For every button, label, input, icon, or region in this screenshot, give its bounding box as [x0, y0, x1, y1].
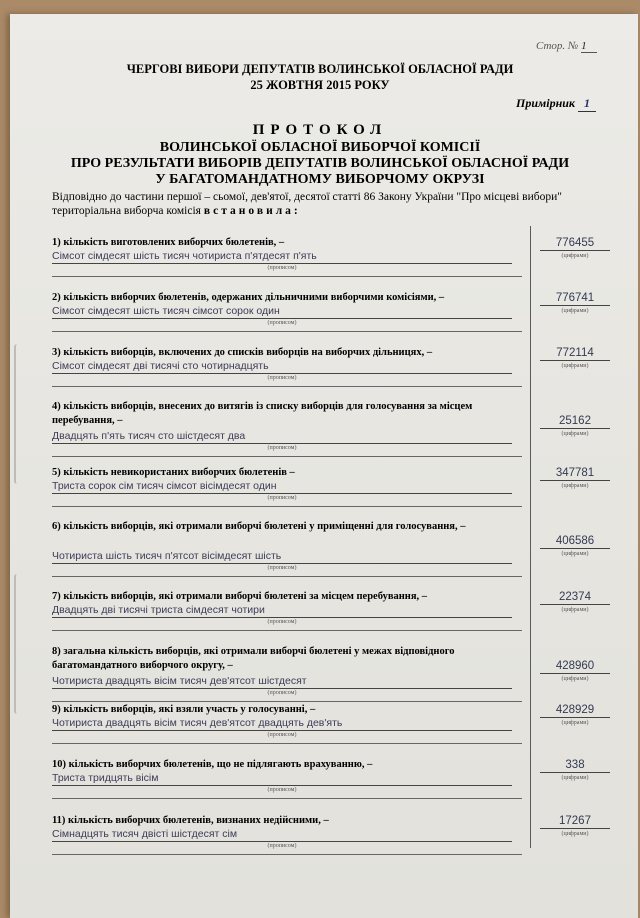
row-words-note: (прописом) [267, 690, 297, 696]
row-value-note: (цифрами) [561, 308, 589, 314]
row-label: 9) кількість виборців, які взяли участь у голосуванні, – [52, 704, 316, 715]
row-separator [52, 456, 522, 457]
row-separator [52, 701, 522, 702]
row-value: 772114 [540, 346, 610, 361]
value-column-divider [530, 226, 531, 848]
row-value: 406586 [540, 534, 610, 549]
row-words-note: (прописом) [267, 565, 297, 571]
row-words-note: (прописом) [267, 732, 297, 738]
row-separator [52, 331, 522, 332]
row-words: Триста тридцять вісім [52, 772, 512, 786]
document-title: ПРОТОКОЛ [252, 122, 388, 138]
row-words: Сімсот сімдесят дві тисячі сто чотирнадцять [52, 360, 512, 374]
copy-number-value: 1 [578, 96, 596, 112]
copy-number-label: Примірник [516, 96, 575, 110]
page-number-label: Стор. № [536, 40, 579, 52]
row-words-note: (прописом) [267, 320, 297, 326]
row-words: Чотириста двадцять вісім тисяч дев'ятсот двадцять дев'ять [52, 717, 512, 731]
row-separator [52, 276, 522, 277]
commission-name: ВОЛИНСЬКОЇ ОБЛАСНОЇ ВИБОРЧОЇ КОМІСІЇ [159, 140, 481, 155]
row-value: 428960 [540, 659, 610, 674]
election-date: 25 ЖОВТНЯ 2015 РОКУ [250, 78, 390, 92]
binding-hole-mark [14, 344, 22, 484]
row-value: 347781 [540, 466, 610, 481]
row-value-note: (цифрами) [561, 431, 589, 437]
row-separator [52, 743, 522, 744]
row-label: 6) кількість виборців, які отримали виборчі бюлетені у приміщенні для голосування, – [52, 521, 466, 532]
row-label: 4) кількість виборців, внесених до витягів із списку виборців для голосування за місцем перебування, – [52, 401, 473, 426]
page-number-value: 1 [581, 40, 597, 53]
row-value-note: (цифрами) [561, 363, 589, 369]
row-separator [52, 854, 522, 855]
row-words-note: (прописом) [267, 787, 297, 793]
row-value-note: (цифрами) [561, 720, 589, 726]
row-words-note: (прописом) [267, 843, 297, 849]
row-label: 7) кількість виборців, які отримали виборчі бюлетені за місцем перебування, – [52, 591, 428, 602]
row-value-note: (цифрами) [561, 483, 589, 489]
row-words: Двадцять дві тисячі триста сімдесят чотири [52, 604, 512, 618]
row-value-note: (цифрами) [561, 607, 589, 613]
row-value-note: (цифрами) [561, 253, 589, 259]
district-type: У БАГАТОМАНДАТНОМУ ВИБОРЧОМУ ОКРУЗІ [155, 172, 485, 187]
election-title: ЧЕРГОВІ ВИБОРИ ДЕПУТАТІВ ВОЛИНСЬКОЇ ОБЛАСНОЇ РАДИ [126, 62, 514, 76]
row-words: Сімсот сімдесят шість тисяч чотириста п'ятдесят п'ять [52, 250, 512, 264]
row-value: 22374 [540, 590, 610, 605]
row-value: 338 [540, 758, 610, 773]
row-words: Триста сорок сім тисяч сімсот вісімдесят один [52, 480, 512, 494]
row-separator [52, 506, 522, 507]
row-value-note: (цифрами) [561, 831, 589, 837]
row-value: 17267 [540, 814, 610, 829]
copy-number [516, 96, 596, 112]
row-separator [52, 798, 522, 799]
row-words: Чотириста двадцять вісім тисяч дев'ятсот шістдесят [52, 675, 512, 689]
row-value-note: (цифрами) [561, 775, 589, 781]
row-words: Сімсот сімдесят шість тисяч сімсот сорок один [52, 305, 512, 319]
intro-decision-word: встановила: [203, 205, 301, 217]
row-value: 25162 [540, 414, 610, 429]
row-separator [52, 576, 522, 577]
row-words-note: (прописом) [267, 265, 297, 271]
intro-paragraph [52, 190, 572, 218]
row-words-note: (прописом) [267, 495, 297, 501]
protocol-subject: ПРО РЕЗУЛЬТАТИ ВИБОРІВ ДЕПУТАТІВ ВОЛИНСЬКОЇ ОБЛАСНОЇ РАДИ [70, 156, 570, 171]
intro-text: Відповідно до частини першої – сьомої, дев'ятої, десятої статті 86 Закону України "Про місцеві вибори" територіальна виборча комісія [52, 191, 562, 217]
binding-hole-mark [14, 574, 22, 714]
row-value: 776455 [540, 236, 610, 251]
row-words: Сімнадцять тисяч двісті шістдесят сім [52, 828, 512, 842]
row-value-note: (цифрами) [561, 676, 589, 682]
row-label: 10) кількість виборчих бюлетенів, що не підлягають врахуванню, – [52, 759, 373, 770]
row-label: 1) кількість виготовлених виборчих бюлетенів, – [52, 237, 285, 248]
row-words-note: (прописом) [267, 619, 297, 625]
row-label: 11) кількість виборчих бюлетенів, визнаних недійсними, – [52, 815, 329, 826]
row-label: 5) кількість невикористаних виборчих бюлетенів – [52, 467, 295, 478]
row-value: 776741 [540, 291, 610, 306]
row-words-note: (прописом) [267, 375, 297, 381]
row-label: 3) кількість виборців, включених до списків виборців на виборчих дільницях, – [52, 347, 433, 358]
row-label: 8) загальна кількість виборців, які отримали виборчі бюлетені у межах відповідного багатомандатного виборчого округу, – [52, 646, 455, 671]
row-separator [52, 386, 522, 387]
row-words: Двадцять п'ять тисяч сто шістдесят два [52, 430, 512, 444]
row-label: 2) кількість виборчих бюлетенів, одержаних дільничними виборчими комісіями, – [52, 292, 445, 303]
page-number [536, 40, 597, 53]
row-words-note: (прописом) [267, 445, 297, 451]
row-value: 428929 [540, 703, 610, 718]
row-separator [52, 630, 522, 631]
row-value-note: (цифрами) [561, 551, 589, 557]
row-words: Чотириста шість тисяч п'ятсот вісімдесят шість [52, 550, 512, 564]
